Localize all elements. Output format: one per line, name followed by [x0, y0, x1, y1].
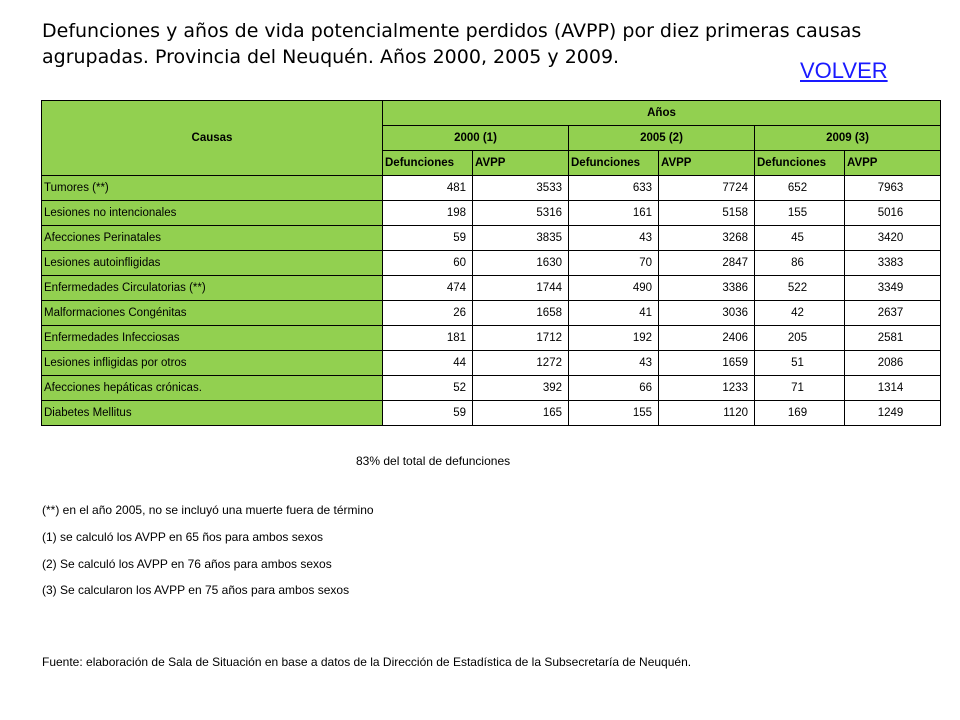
footnote: (2) Se calculó los AVPP en 76 años para ambos sexos: [42, 557, 332, 571]
value-cell: 3386: [659, 276, 755, 301]
cause-cell: Diabetes Mellitus: [42, 401, 383, 426]
value-cell: 155: [569, 401, 659, 426]
cause-cell: Lesiones infligidas por otros: [42, 351, 383, 376]
table-row: [42, 176, 941, 201]
value-cell: 5016: [845, 201, 941, 226]
sub-header-defunciones: Defunciones: [569, 151, 659, 176]
page-title: Defunciones y años de vida potencialmente perdidos (AVPP) por diez primeras causas agrupadas. Provincia del Neuquén. Años 2000, 2005 y 2009.: [42, 20, 862, 68]
cause-cell: Malformaciones Congénitas: [42, 301, 383, 326]
table-row: [42, 276, 941, 301]
value-cell: 2581: [845, 326, 941, 351]
value-cell: 70: [569, 251, 659, 276]
value-cell: 205: [755, 326, 845, 351]
value-cell: 42: [755, 301, 845, 326]
value-cell: 165: [473, 401, 569, 426]
value-cell: 3268: [659, 226, 755, 251]
value-cell: 181: [383, 326, 473, 351]
sub-header-avpp: AVPP: [659, 151, 755, 176]
value-cell: 5316: [473, 201, 569, 226]
value-cell: 3835: [473, 226, 569, 251]
cause-cell: Enfermedades Infecciosas: [42, 326, 383, 351]
value-cell: 522: [755, 276, 845, 301]
value-cell: 71: [755, 376, 845, 401]
source-note: Fuente: elaboración de Sala de Situación en base a datos de la Dirección de Estadística de la Subsecretaría de Neuquén.: [42, 655, 692, 669]
cause-cell: Enfermedades Circulatorias (**): [42, 276, 383, 301]
value-cell: 155: [755, 201, 845, 226]
value-cell: 7963: [845, 176, 941, 201]
value-cell: 1272: [473, 351, 569, 376]
anios-header: Años: [383, 101, 941, 126]
sub-header-avpp: AVPP: [473, 151, 569, 176]
value-cell: 192: [569, 326, 659, 351]
value-cell: 45: [755, 226, 845, 251]
data-table: [41, 100, 941, 426]
value-cell: 1744: [473, 276, 569, 301]
value-cell: 26: [383, 301, 473, 326]
cause-cell: Afecciones Perinatales: [42, 226, 383, 251]
value-cell: 2637: [845, 301, 941, 326]
causas-header: Causas: [42, 101, 383, 176]
value-cell: 652: [755, 176, 845, 201]
table-row: [42, 251, 941, 276]
value-cell: 52: [383, 376, 473, 401]
value-cell: 2847: [659, 251, 755, 276]
value-cell: 1233: [659, 376, 755, 401]
value-cell: 474: [383, 276, 473, 301]
value-cell: 1712: [473, 326, 569, 351]
sub-header-avpp: AVPP: [845, 151, 941, 176]
value-cell: 3383: [845, 251, 941, 276]
value-cell: 3349: [845, 276, 941, 301]
value-cell: 3420: [845, 226, 941, 251]
value-cell: 41: [569, 301, 659, 326]
value-cell: 481: [383, 176, 473, 201]
percent-note: 83% del total de defunciones: [356, 454, 511, 468]
sub-header-defunciones: Defunciones: [755, 151, 845, 176]
value-cell: 60: [383, 251, 473, 276]
value-cell: 1659: [659, 351, 755, 376]
value-cell: 66: [569, 376, 659, 401]
value-cell: 5158: [659, 201, 755, 226]
table-row: [42, 401, 941, 426]
value-cell: 1314: [845, 376, 941, 401]
cause-cell: Afecciones hepáticas crónicas.: [42, 376, 383, 401]
sub-header-defunciones: Defunciones: [383, 151, 473, 176]
footnote: (3) Se calcularon los AVPP en 75 años para ambos sexos: [42, 583, 350, 597]
table-row: [42, 201, 941, 226]
footnote: (1) se calculó los AVPP en 65 ños para ambos sexos: [42, 530, 324, 544]
value-cell: 1658: [473, 301, 569, 326]
value-cell: 3036: [659, 301, 755, 326]
table-row: [42, 326, 941, 351]
value-cell: 44: [383, 351, 473, 376]
footnote: (**) en el año 2005, no se incluyó una muerte fuera de término: [42, 503, 374, 517]
value-cell: 2086: [845, 351, 941, 376]
cause-cell: Lesiones autoinfligidas: [42, 251, 383, 276]
cause-cell: Lesiones no intencionales: [42, 201, 383, 226]
table-row: [42, 376, 941, 401]
value-cell: 3533: [473, 176, 569, 201]
table-row: [42, 301, 941, 326]
year-header: 2005 (2): [569, 126, 755, 151]
value-cell: 169: [755, 401, 845, 426]
value-cell: 59: [383, 401, 473, 426]
value-cell: 2406: [659, 326, 755, 351]
value-cell: 198: [383, 201, 473, 226]
value-cell: 43: [569, 226, 659, 251]
value-cell: 490: [569, 276, 659, 301]
value-cell: 1630: [473, 251, 569, 276]
table-row: [42, 351, 941, 376]
value-cell: 633: [569, 176, 659, 201]
value-cell: 7724: [659, 176, 755, 201]
value-cell: 86: [755, 251, 845, 276]
value-cell: 161: [569, 201, 659, 226]
year-header: 2009 (3): [755, 126, 941, 151]
value-cell: 1249: [845, 401, 941, 426]
table-row: [42, 226, 941, 251]
value-cell: 392: [473, 376, 569, 401]
value-cell: 51: [755, 351, 845, 376]
value-cell: 43: [569, 351, 659, 376]
cause-cell: Tumores (**): [42, 176, 383, 201]
value-cell: 1120: [659, 401, 755, 426]
volver-link[interactable]: VOLVER: [800, 58, 888, 83]
year-header: 2000 (1): [383, 126, 569, 151]
value-cell: 59: [383, 226, 473, 251]
